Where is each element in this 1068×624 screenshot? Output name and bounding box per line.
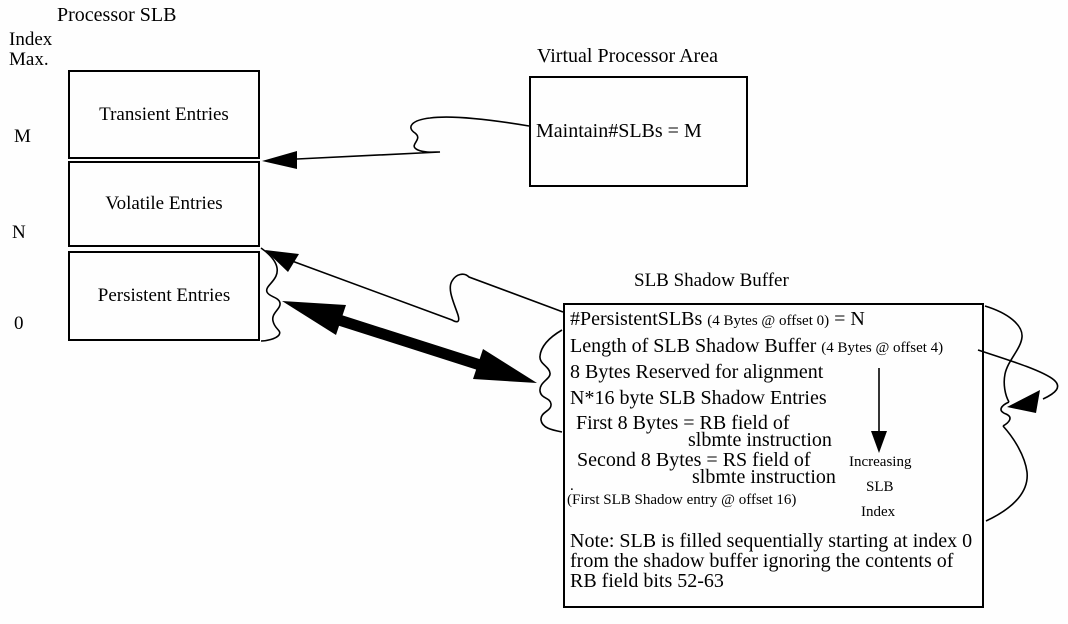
persistent-edge-squiggle — [261, 248, 280, 341]
shadow-note-line3: RB field bits 52-63 — [570, 570, 724, 592]
volatile-entries-label: Volatile Entries — [105, 193, 223, 214]
shadow-line-slbmte-2: slbmte instruction — [692, 466, 836, 488]
slb-shadow-buffer-title: SLB Shadow Buffer — [634, 270, 789, 291]
shadow-line-second-8-bytes: Second 8 Bytes = RS field of — [577, 449, 811, 471]
thick-arrowhead-left — [282, 301, 346, 335]
shadow-edge-squiggle — [540, 330, 562, 432]
buffer-length-curve-offset4 — [978, 350, 1058, 399]
persistent-slbs-main: #PersistentSLBs — [570, 308, 703, 330]
shadow-line-slbmte-1: slbmte instruction — [688, 429, 832, 451]
persistent-entries-label: Persistent Entries — [97, 285, 231, 306]
maintain-slbs-text: Maintain#SLBs = M — [536, 120, 702, 142]
index-mark-zero: 0 — [14, 313, 24, 334]
shadow-line-first-entry-offset: (First SLB Shadow entry @ offset 16) — [567, 492, 797, 508]
increasing-label-word3: Index — [861, 504, 896, 520]
shadow-note-line1: Note: SLB is filled sequentially starting at index 0 — [570, 530, 973, 552]
persistent-slbs-value: = N — [834, 308, 865, 330]
thick-arrowhead-right — [473, 349, 537, 383]
buffer-length-main: Length of SLB Shadow Buffer — [570, 335, 817, 357]
increasing-label-word1: Increasing — [849, 454, 912, 470]
persistent-entries-box — [68, 251, 260, 341]
shadow-line-persistent-slbs — [570, 309, 865, 330]
index-axis-label-line1: Index — [9, 29, 53, 50]
buffer-length-curve-bottom — [986, 426, 1027, 521]
shadow-line-reserved: 8 Bytes Reserved for alignment — [570, 361, 824, 383]
buffer-right-edge-notch — [1001, 402, 1010, 426]
transient-entries-label: Transient Entries — [99, 103, 229, 125]
buffer-length-detail: (4 Bytes @ offset 4) — [821, 340, 944, 356]
index-mark-n: N — [12, 222, 26, 243]
virtual-processor-area-box — [529, 76, 748, 187]
persistent-slbs-detail: (4 Bytes @ offset 0) — [707, 313, 830, 329]
index-mark-m: M — [14, 126, 31, 147]
shadow-line-buffer-length — [570, 336, 943, 357]
increasing-label-word2: SLB — [866, 479, 894, 495]
volatile-entries-box — [68, 161, 260, 247]
vpa-to-slb-arrow-line — [297, 117, 529, 159]
shadow-to-persistent-arrowhead — [265, 250, 299, 272]
vpa-to-slb-arrowhead — [262, 151, 297, 169]
processor-slb-title: Processor SLB — [57, 4, 177, 26]
shadow-line-first-8-bytes: First 8 Bytes = RB field of — [576, 412, 790, 434]
shadow-ellipsis-dot: . — [570, 478, 574, 494]
transient-entries-box — [68, 70, 260, 159]
persistent-shadow-thick-arrow-shaft — [339, 320, 480, 365]
shadow-line-entries: N*16 byte SLB Shadow Entries — [570, 387, 827, 409]
buffer-length-arrowhead — [1007, 390, 1040, 413]
index-axis-label-line2: Max. — [9, 49, 49, 70]
shadow-note-line2: from the shadow buffer ignoring the contents of — [570, 550, 954, 572]
virtual-processor-area-title: Virtual Processor Area — [537, 45, 718, 67]
